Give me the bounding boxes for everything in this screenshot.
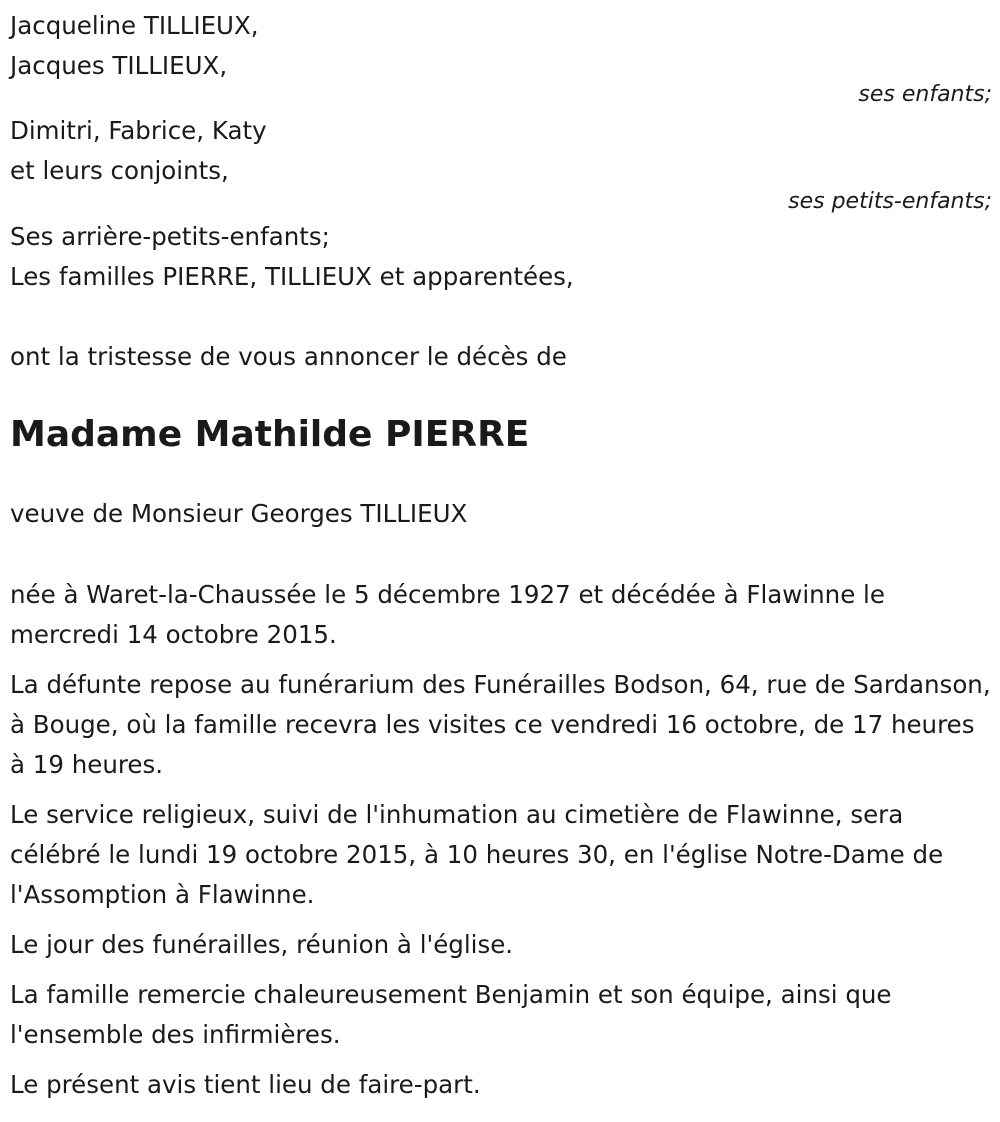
- children-block: [10, 6, 992, 110]
- child-name: Jacqueline TILLIEUX,: [10, 11, 259, 40]
- children-label: ses enfants;: [858, 82, 992, 107]
- great-grandchildren-line: Ses arrière-petits-enfants;: [10, 222, 330, 251]
- grandchildren-label: ses petits-enfants;: [788, 189, 992, 214]
- thanks-paragraph: La famille remercie chaleureusement Benjamin et son équipe, ainsi que l'ensemble des infirmières.: [10, 980, 892, 1049]
- visitation-paragraph: La défunte repose au funérarium des Funérailles Bodson, 64, rue de Sardanson, à Bouge, où la famille recevra les visites ce vendredi 16 octobre, de 17 heures à 19 heures.: [10, 670, 991, 779]
- birth-death-paragraph: née à Waret-la-Chaussée le 5 décembre 1927 et décédée à Flawinne le mercredi 14 octobre 2015.: [10, 580, 885, 649]
- service-paragraph: Le service religieux, suivi de l'inhumation au cimetière de Flawinne, sera célébré le lundi 19 octobre 2015, à 10 heures 30, en l'église Notre-Dame de l'Assomption à Flawinne.: [10, 800, 944, 909]
- families-line: Les familles PIERRE, TILLIEUX et apparentées,: [10, 262, 574, 291]
- child-name: Jacques TILLIEUX,: [10, 51, 228, 80]
- grandchildren-names: Dimitri, Fabrice, Katy: [10, 116, 267, 145]
- obituary-notice: [10, 6, 992, 1115]
- notice-paragraph: Le présent avis tient lieu de faire-part.: [10, 1070, 481, 1099]
- grandchildren-spouses: et leurs conjoints,: [10, 156, 229, 185]
- announcement-text: ont la tristesse de vous annoncer le décès de: [10, 342, 567, 371]
- meeting-paragraph: Le jour des funérailles, réunion à l'église.: [10, 930, 514, 959]
- relatives-block: [10, 217, 992, 297]
- deceased-name: Madame Mathilde PIERRE: [10, 414, 530, 455]
- grandchildren-block: [10, 111, 992, 217]
- details-section: [10, 575, 992, 1105]
- widow-line: veuve de Monsieur Georges TILLIEUX: [10, 499, 468, 528]
